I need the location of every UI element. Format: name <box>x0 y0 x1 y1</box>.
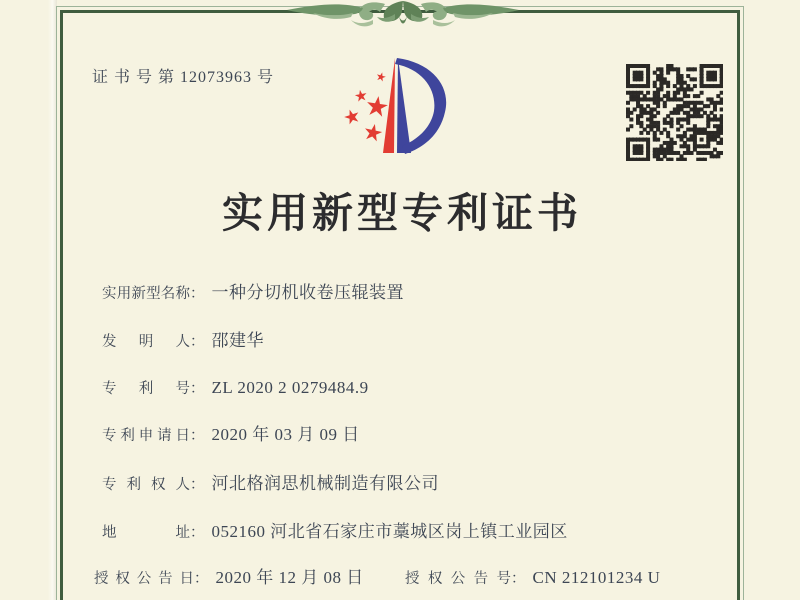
field-label: 地址 <box>102 525 190 541</box>
field-value: ZL 2020 2 0279484.9 <box>211 378 369 397</box>
field-value: 一种分切机收卷压辊装置 <box>211 283 404 302</box>
field-row-grant <box>94 566 744 590</box>
field-colon: ： <box>190 477 205 493</box>
field-colon: ： <box>190 428 205 444</box>
field-colon: ： <box>511 571 526 587</box>
field-row-address <box>102 520 568 544</box>
field-colon: ： <box>190 334 205 350</box>
field-label: 专利号 <box>102 381 190 397</box>
field-row-invention-name <box>102 281 404 305</box>
qr-code <box>626 64 723 161</box>
field-value: 河北格润思机械制造有限公司 <box>211 474 439 493</box>
field-row-patent-number <box>102 376 369 400</box>
field-row-application-date <box>102 423 360 447</box>
field-label: 专利申请日 <box>102 428 190 444</box>
cnipa-patent-logo-icon <box>340 56 466 160</box>
field-value: 052160 河北省石家庄市藁城区岗上镇工业园区 <box>211 522 568 541</box>
certificate-title: 实用新型专利证书 <box>222 190 582 236</box>
field-value: 2020 年 03 月 09 日 <box>211 425 360 444</box>
field-colon: ： <box>190 286 205 302</box>
field-value: 邵建华 <box>211 331 264 350</box>
grant-number-pair <box>405 566 660 591</box>
field-row-patentee <box>102 472 439 496</box>
field-label: 授权公告日 <box>94 571 194 587</box>
field-label: 授权公告号 <box>405 571 511 587</box>
field-label: 专利权人 <box>102 477 190 493</box>
field-label: 实用新型名称 <box>102 286 190 302</box>
certificate-number: 证 书 号 第 12073963 号 <box>92 69 275 86</box>
field-value: 2020 年 12 月 08 日 <box>215 568 364 587</box>
field-label: 发明人 <box>102 334 190 350</box>
field-colon: ： <box>190 381 205 397</box>
field-colon: ： <box>194 571 209 587</box>
field-row-inventor <box>102 329 264 353</box>
floral-border-ornament-icon <box>283 0 523 30</box>
field-colon: ： <box>190 525 205 541</box>
grant-date-pair <box>94 566 364 591</box>
field-value: CN 212101234 U <box>532 568 661 587</box>
